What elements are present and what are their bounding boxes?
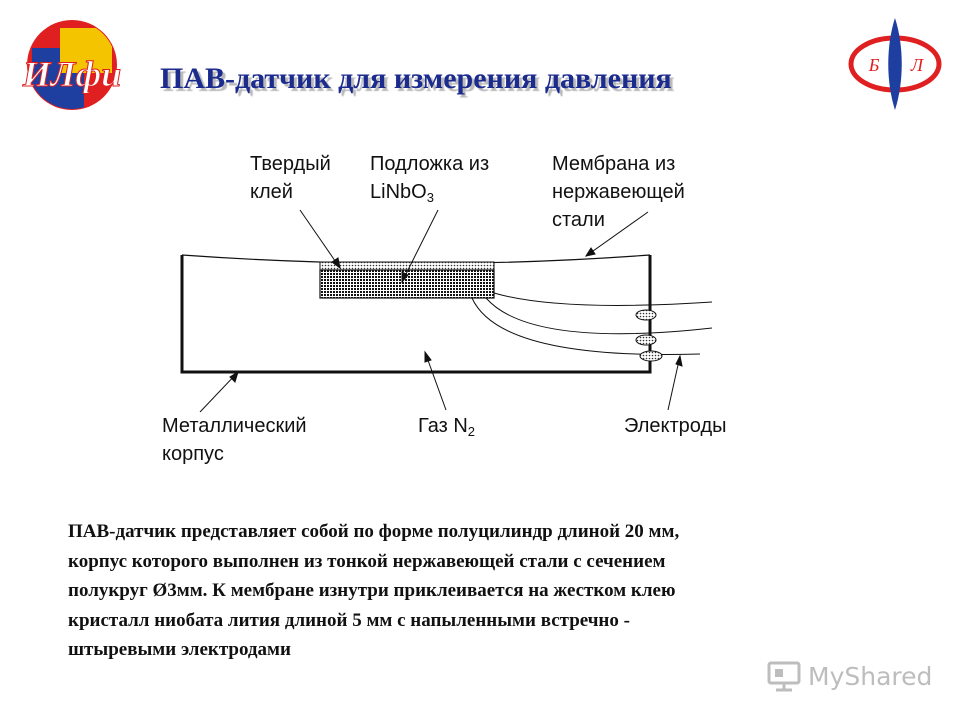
label-adhesive-line2: клей [250, 181, 293, 203]
label-electrodes-line1: Электроды [624, 415, 727, 437]
label-substrate-formula: LiNbO [370, 181, 427, 203]
projector-icon [766, 659, 802, 693]
label-substrate-subscript: 3 [426, 190, 434, 205]
feedthrough-2 [636, 335, 656, 345]
electrode-wire-3 [472, 298, 700, 355]
description-line: корпус которого выполнен из тонкой нержавеющей стали с сечением [68, 550, 666, 572]
description-line: ПАВ-датчик представляет собой по форме полуцилиндр длиной 20 мм, [68, 521, 680, 542]
description-line: штыревыми электродами [68, 639, 291, 660]
label-gas-main: Газ N [418, 415, 468, 437]
watermark [766, 656, 932, 696]
description-line: полукруг Ø3мм. К мембране изнутри приклеивается на жестком клею [68, 580, 676, 601]
label-housing [162, 412, 307, 468]
label-substrate-line1: Подложка из [370, 153, 490, 175]
label-housing-line1: Металлический [162, 415, 307, 437]
label-membrane-line1: Мембрана из [552, 153, 676, 175]
description-line: кристалл ниобата лития длиной 5 мм с напыленными встречно - [68, 609, 630, 631]
label-membrane-line3: стали [552, 209, 605, 231]
adhesive-layer [320, 262, 494, 270]
arrow-adhesive [300, 210, 340, 268]
description-paragraph [68, 517, 888, 665]
label-electrodes [624, 412, 727, 440]
logo-letter-b: Б [868, 55, 880, 75]
label-membrane-line2: нержавеющей [552, 181, 685, 203]
label-membrane [552, 150, 685, 234]
label-gas-subscript: 2 [467, 424, 476, 439]
page-title: ПАВ-датчик для измерения давления [160, 62, 672, 95]
logo-letter-l: Л [910, 55, 924, 75]
label-substrate [370, 150, 489, 212]
label-housing-line2: корпус [162, 443, 224, 465]
feedthrough-3 [640, 351, 662, 361]
label-gas [418, 412, 475, 446]
label-adhesive [250, 150, 331, 206]
electrode-wire-2 [486, 298, 712, 334]
feedthrough-1 [636, 310, 656, 320]
electrode-wire-1 [494, 293, 712, 305]
logo-text: ИЛфи [22, 54, 122, 94]
watermark-text: MyShared [808, 661, 933, 691]
label-adhesive-line1: Твердый [250, 153, 331, 175]
